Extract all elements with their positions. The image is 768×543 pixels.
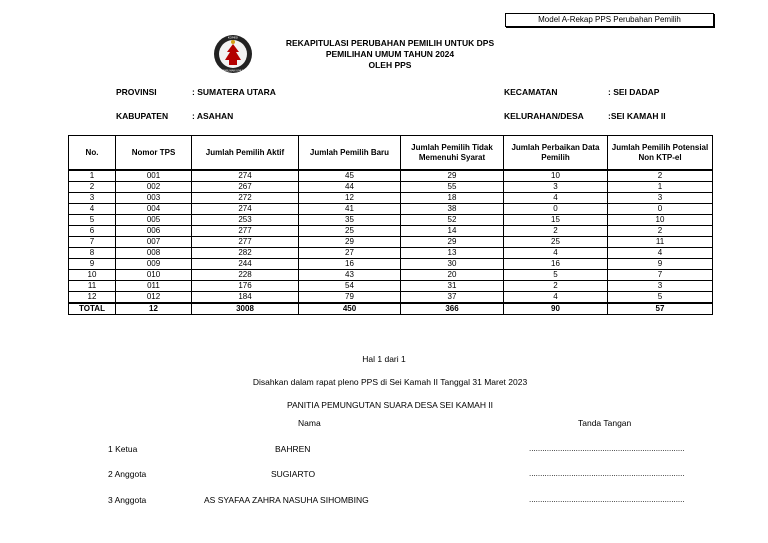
table-cell: 267 (192, 182, 299, 193)
signer-2-role: 2 Anggota (108, 469, 147, 479)
table-row (69, 270, 713, 281)
kecamatan-value: : SEI DADAP (608, 87, 660, 97)
table-cell: 2 (69, 182, 116, 193)
form-label: Model A-Rekap PPS Perubahan Pemilih (505, 13, 714, 27)
table-cell: 282 (192, 248, 299, 259)
table-row (69, 204, 713, 215)
table-row (69, 248, 713, 259)
table-cell: 38 (401, 204, 504, 215)
table-cell: 13 (401, 248, 504, 259)
signer-1-role: 1 Ketua (108, 444, 138, 454)
recap-table (68, 135, 713, 315)
table-cell: 3 (504, 182, 608, 193)
table-cell: 45 (299, 170, 401, 182)
table-cell: 29 (299, 237, 401, 248)
table-cell: 2 (608, 170, 713, 182)
total-cell: 366 (401, 303, 504, 315)
table-cell: 277 (192, 226, 299, 237)
header-perbaikan: Jumlah Perbaikan Data Pemilih (504, 136, 608, 171)
table-cell: 79 (299, 292, 401, 304)
table-row (69, 226, 713, 237)
committee-title: PANITIA PEMUNGUTAN SUARA DESA SEI KAMAH II (286, 400, 494, 410)
table-cell: 52 (401, 215, 504, 226)
table-cell: 274 (192, 170, 299, 182)
total-row (69, 303, 713, 315)
table-cell: 272 (192, 193, 299, 204)
signer-3-signature-line: ...................................................................... (529, 495, 685, 504)
header-non-ktp: Jumlah Pemilih Potensial Non KTP-el (608, 136, 713, 171)
total-cell: 450 (299, 303, 401, 315)
title-line-3: OLEH PPS (368, 60, 412, 70)
signer-2-name: SUGIARTO (271, 469, 316, 479)
kabupaten-label: KABUPATEN (116, 111, 169, 121)
table-cell: 003 (116, 193, 192, 204)
table-cell: 15 (504, 215, 608, 226)
table-row (69, 281, 713, 292)
column-name-label: Nama (298, 418, 321, 428)
header-no: No. (69, 136, 116, 171)
table-cell: 35 (299, 215, 401, 226)
table-cell: 3 (608, 281, 713, 292)
total-cell: 3008 (192, 303, 299, 315)
header-tps: Nomor TPS (116, 136, 192, 171)
provinsi-label: PROVINSI (116, 87, 157, 97)
table-row (69, 292, 713, 304)
page-number: Hal 1 dari 1 (362, 354, 406, 364)
document-title (240, 38, 540, 71)
approval-text: Disahkan dalam rapat pleno PPS di Sei Kamah II Tanggal 31 Maret 2023 (252, 377, 528, 387)
table-cell: 27 (299, 248, 401, 259)
table-cell: 18 (401, 193, 504, 204)
table-cell: 2 (608, 226, 713, 237)
header-aktif: Jumlah Pemilih Aktif (192, 136, 299, 171)
title-line-2: PEMILIHAN UMUM TAHUN 2024 (325, 49, 455, 59)
table-cell: 176 (192, 281, 299, 292)
table-cell: 20 (401, 270, 504, 281)
table-row (69, 259, 713, 270)
table-cell: 9 (608, 259, 713, 270)
signer-3-name: AS SYAFAA ZAHRA NASUHA SIHOMBING (204, 495, 369, 505)
total-cell: 90 (504, 303, 608, 315)
table-cell: 1 (608, 182, 713, 193)
table-header-row (69, 136, 713, 171)
table-cell: 007 (116, 237, 192, 248)
table-cell: 1 (69, 170, 116, 182)
table-cell: 44 (299, 182, 401, 193)
table-row (69, 215, 713, 226)
table-cell: 30 (401, 259, 504, 270)
table-cell: 253 (192, 215, 299, 226)
table-cell: 3 (608, 193, 713, 204)
table-cell: 009 (116, 259, 192, 270)
table-cell: 010 (116, 270, 192, 281)
signer-2-signature-line: ...................................................................... (529, 469, 685, 478)
kecamatan-label: KECAMATAN (504, 87, 558, 97)
table-cell: 002 (116, 182, 192, 193)
header-baru: Jumlah Pemilih Baru (299, 136, 401, 171)
table-cell: 29 (401, 170, 504, 182)
logo-text-top: KOMISI (227, 35, 239, 40)
table-cell: 3 (69, 193, 116, 204)
table-cell: 25 (504, 237, 608, 248)
table-cell: 5 (504, 270, 608, 281)
table-cell: 5 (608, 292, 713, 304)
table-cell: 0 (504, 204, 608, 215)
table-cell: 4 (504, 292, 608, 304)
table-cell: 4 (608, 248, 713, 259)
title-line-1: REKAPITULASI PERUBAHAN PEMILIH UNTUK DPS (285, 38, 495, 48)
table-cell: 001 (116, 170, 192, 182)
table-cell: 43 (299, 270, 401, 281)
table-cell: 244 (192, 259, 299, 270)
table-row (69, 182, 713, 193)
total-cell: TOTAL (69, 303, 116, 315)
table-cell: 277 (192, 237, 299, 248)
total-cell: 12 (116, 303, 192, 315)
table-cell: 4 (504, 193, 608, 204)
table-cell: 55 (401, 182, 504, 193)
table-cell: 14 (401, 226, 504, 237)
table-cell: 9 (69, 259, 116, 270)
table-cell: 008 (116, 248, 192, 259)
table-cell: 16 (299, 259, 401, 270)
table-cell: 011 (116, 281, 192, 292)
provinsi-value: : SUMATERA UTARA (192, 87, 276, 97)
signer-1-name: BAHREN (275, 444, 311, 454)
table-cell: 54 (299, 281, 401, 292)
table-cell: 7 (608, 270, 713, 281)
table-row (69, 193, 713, 204)
table-cell: 16 (504, 259, 608, 270)
table-cell: 7 (69, 237, 116, 248)
total-cell: 57 (608, 303, 713, 315)
table-cell: 10 (504, 170, 608, 182)
table-cell: 29 (401, 237, 504, 248)
kabupaten-value: : ASAHAN (192, 111, 234, 121)
signer-1-signature-line: ...................................................................... (529, 444, 685, 453)
logo-text-bottom: PEMILIHAN UMUM (221, 69, 245, 73)
table-cell: 4 (504, 248, 608, 259)
table-cell: 11 (69, 281, 116, 292)
table-cell: 4 (69, 204, 116, 215)
table-cell: 5 (69, 215, 116, 226)
table-cell: 25 (299, 226, 401, 237)
table-cell: 10 (69, 270, 116, 281)
logo-star (231, 40, 235, 44)
table-cell: 184 (192, 292, 299, 304)
table-cell: 31 (401, 281, 504, 292)
table-cell: 12 (299, 193, 401, 204)
kelurahan-value: :SEI KAMAH II (608, 111, 666, 121)
table-cell: 012 (116, 292, 192, 304)
table-cell: 8 (69, 248, 116, 259)
table-cell: 2 (504, 226, 608, 237)
header-tms: Jumlah Pemilih Tidak Memenuhi Syarat (401, 136, 504, 171)
table-cell: 11 (608, 237, 713, 248)
signer-3-role: 3 Anggota (108, 495, 147, 505)
logo-base (229, 60, 237, 65)
table-cell: 006 (116, 226, 192, 237)
table-row (69, 170, 713, 182)
table-cell: 274 (192, 204, 299, 215)
table-cell: 004 (116, 204, 192, 215)
table-cell: 6 (69, 226, 116, 237)
table-cell: 2 (504, 281, 608, 292)
column-signature-label: Tanda Tangan (578, 418, 632, 428)
table-cell: 10 (608, 215, 713, 226)
table-cell: 41 (299, 204, 401, 215)
table-row (69, 237, 713, 248)
table-cell: 37 (401, 292, 504, 304)
table-cell: 228 (192, 270, 299, 281)
kelurahan-label: KELURAHAN/DESA (504, 111, 584, 121)
table-cell: 0 (608, 204, 713, 215)
table-cell: 005 (116, 215, 192, 226)
table-cell: 12 (69, 292, 116, 304)
